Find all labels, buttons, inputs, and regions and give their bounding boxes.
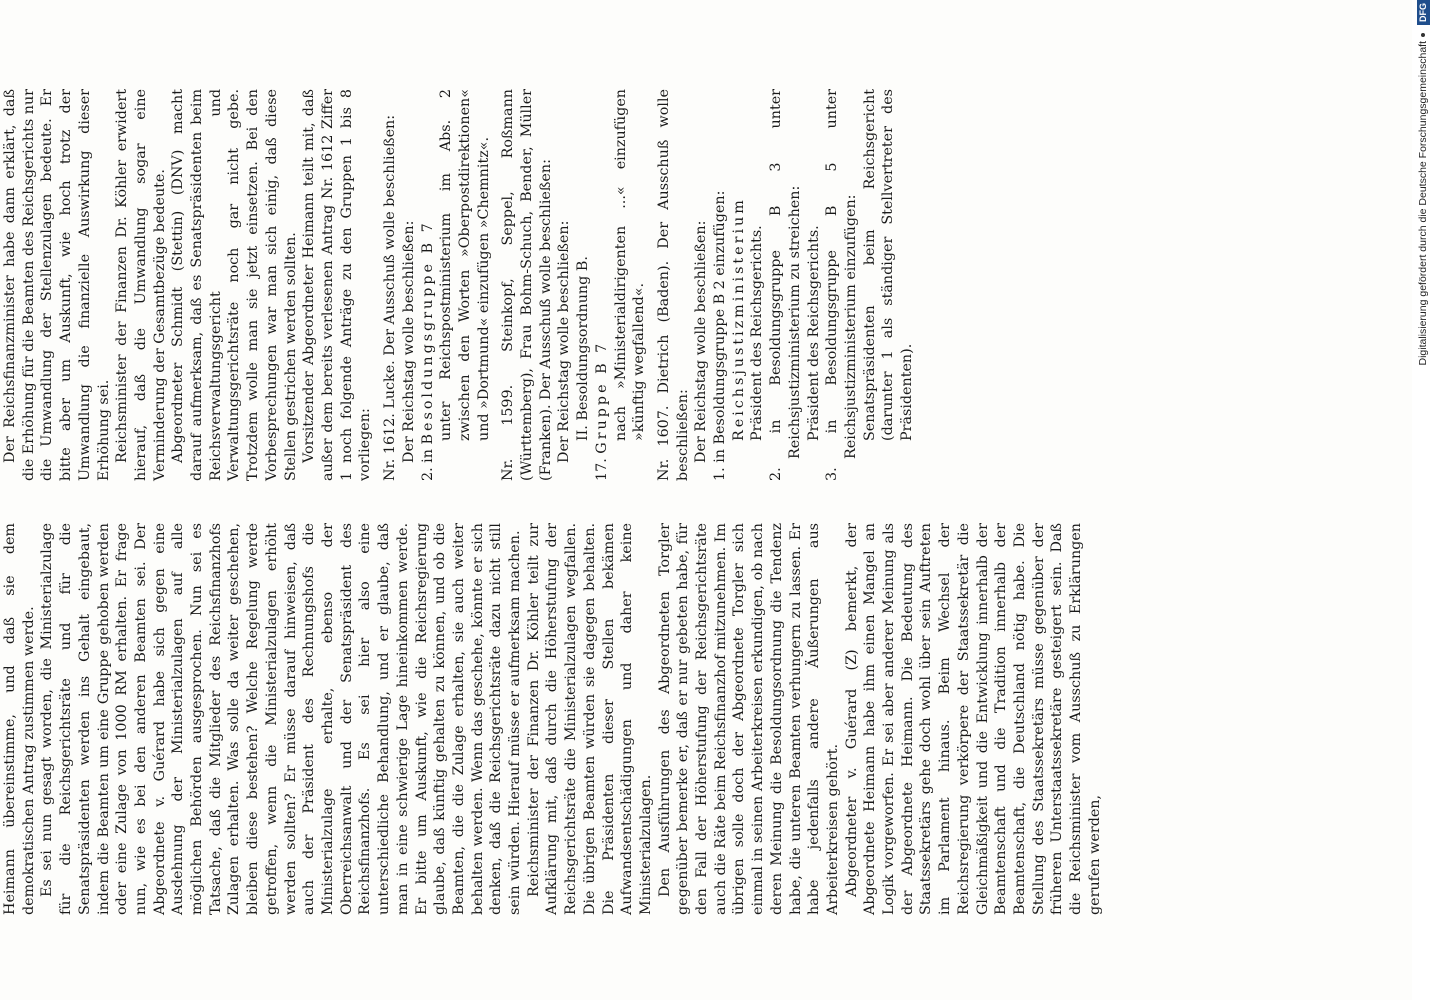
item-number: 2. in (419, 449, 436, 481)
paragraph: Vorsitzender Abgeordneter Heimann teilt mit, daß außer dem bereits verlesenen Antrag Nr. 1612 Ziffer 1 noch folgende Anträge zu den Gruppen 1 bis 8 vorliegen: (301, 89, 374, 481)
funding-text: Digitalisierung gefördert durch die Deutsche Forschungsgemeinschaft (1417, 41, 1429, 366)
motion-head: Nr. 1599. Steinkopf, Seppel, Roßmann (Württemberg), Frau Bohm-Schuch, Bender, Müller (Franken). Der Ausschuß wolle beschließen: (500, 89, 554, 481)
separator-dot (1421, 33, 1425, 37)
item-position: Senatspräsidenten beim Reichsgericht (darunter 1 als ständiger Stellvertreter des Präsidenten). (861, 89, 916, 441)
motion-1607 (655, 89, 917, 481)
digitization-notice (1412, 0, 1434, 1000)
motion-item (767, 89, 804, 481)
item-number: 1. (712, 467, 729, 481)
right-column (0, 89, 917, 481)
motion-1612 (381, 89, 493, 481)
item-number: 3. (824, 467, 841, 481)
document-page (0, 71, 1103, 931)
motion-item (711, 89, 730, 481)
dfg-logo: DFG (1417, 0, 1430, 25)
digitization-footer (1412, 0, 1434, 1000)
item-group: Besoldungsgruppe B 7 (419, 220, 436, 445)
paragraph: Es sei nun gesagt worden, die Ministerialzulage für die Reichsgerichtsräte und für die Senatspräsidenten werden ins Gehalt eingebaut, indem die Beamten um eine Gruppe gehoben werden oder eine Zulage von 1000 RM erhalten. Er frage nun, wie es bei den anderen Beamten sei. Der Abgeordnete v. Guérard habe sich gegen eine Ausdehnung der Ministerialzulagen auf alle möglichen Behörden ausgesprochen. Nun sei es Tatsache, daß die Mitglieder des Reichsfinanzhofs Zulagen erhalten. Was solle da weiter geschehen, bleiben diese bestehen? Welche Regelung werde getroffen, wenn die Ministerialzulagen erhöht werden sollten? Er müsse darauf hinweisen, daß auch der Präsident des Rechnungshofs die Ministerialzulage erhalte, ebenso der Oberreichsanwalt und der Senatspräsident des Reichsfinanzhofs. Es sei hier also eine unterschiedliche Behandlung, und er glaube, daß man in eine schwierige Lage hineinkommen werde. Er bitte um Auskunft, wie die Reichsregierung glaube, daß künftig gehalten zu können, und ob die Beamten, die die Zulage erhalten, sie auch weiter behalten werden. Wenn das geschehe, könnte er sich denken, daß die Reichsgerichtsräte dazu nicht still sein würden. Hierauf müsse er aufmerksam machen. (39, 523, 524, 915)
left-column (0, 523, 1105, 915)
motion-item-text: nach »Ministerialdirigenten ...« einzufügen »künftig wegfallend«. (612, 89, 648, 441)
item-number: 2. (768, 467, 785, 481)
motion-item-text: unter Reichspostministerium im Abs. 2 zwischen den Worten »Oberpostdirektionen« und »Dortmund« einzufügen »Chemnitz«. (438, 89, 492, 441)
item-text: in Besoldungsgruppe B 2 einzufügen: (712, 190, 729, 463)
item-text: in Besoldungsgruppe B 3 unter Reichsjustizministerium zu streichen: (768, 89, 803, 459)
item-number: 17. (593, 458, 610, 481)
motion-head: Nr. 1612. Lucke. Der Ausschuß wolle beschließen: (382, 114, 399, 481)
paragraph: Reichsminister der Finanzen Dr. Köhler teilt zur Aufklärung mit, daß durch die Höherstufung der Reichsgerichtsräte die Ministerialzulagen wegfallen. Die übrigen Beamten würden sie dagegen behalten. Die Präsidenten dieser Stellen bekämen Aufwandsentschädigungen und daher keine Ministerialzulagen. (525, 523, 654, 915)
paragraph: Reichsminister der Finanzen Dr. Köhler erwidert hierauf, daß die Umwandlung sogar eine Verminderung der Gesamtbezüge bedeute. (114, 89, 168, 481)
paragraph: Heimann übereinstimme, und daß sie dem demokratischen Antrag zustimmen werde. (2, 523, 37, 915)
paragraph: Abgeordneter Schmidt (Stettin) (DNV) macht darauf aufmerksam, daß es Senatspräsidenten beim Reichsverwaltungsgericht und Verwaltungsgerichtsräte noch gar nicht gebe. Trotzdem wolle man sie jetzt einsetzen. Bei den Vorbesprechungen war man sich einig, daß diese Stellen gestrichen werden sollten. (170, 89, 299, 481)
motion-intro: Der Reichstag wolle beschließen: (400, 220, 417, 463)
item-text: in Besoldungsgruppe B 5 unter Reichsjustizministerium einzufügen: (824, 89, 859, 459)
item-group: Gruppe B 7 (593, 340, 610, 454)
paragraph: Abgeordneter v. Guérard (Z) bemerkt, der Abgeordnete Heimann habe ihm einen Mangel an Logik vorgeworfen. Er sei aber anderer Meinung als der Abgeordnete Heimann. Die Bedeutung des Staatssekretärs gehe doch wohl über sein Auftreten im Parlament hinaus. Beim Wechsel der Reichsregierung verkörpere der Staatssekretär die Gleichmäßigkeit und die Entwicklung innerhalb der Beamtenschaft und die Tradition innerhalb der Beamtenschaft, die Deutschland nötig habe. Die Stellung des Staatssekretärs müsse gegenüber der früheren Unterstaatssekretäre gesteigert sein. Daß die Reichsminister vom Ausschuß zu Erklärungen gerufen werden, (843, 523, 1103, 915)
item-position: Präsident des Reichsgerichts. (749, 225, 766, 441)
motion-1599 (499, 89, 649, 481)
motion-intro: Der Reichstag wolle beschließen: (693, 220, 710, 463)
item-ministry: Reichsjustizministerium (730, 197, 747, 441)
motion-item (823, 89, 860, 481)
paragraph: Den Ausführungen des Abgeordneten Torgler gegenüber bemerke er, daß er nur gebeten habe, für den Fall der Höherstufung der Reichsgerichtsräte auch die Räte beim Reichsfinanzhof mitzunehmen. Im übrigen solle doch der Abgeordnete Torgler sich einmal in seinen Arbeiterkreisen erkundigen, ob nach deren Meinung die Besoldungsordnung die Tendenz habe, die unteren Beamten verhungern zu lassen. Er habe jedenfalls andere Äußerungen aus Arbeiterkreisen gehört. (656, 523, 841, 915)
motion-head: Nr. 1607. Dietrich (Baden). Der Ausschuß wolle beschließen: (655, 89, 691, 481)
item-position: Präsident des Reichsgerichts. (805, 225, 822, 441)
motion-item (419, 89, 438, 481)
paragraph: Der Reichsfinanzminister habe dann erklärt, daß die Erhöhung für die Beamten des Reichsgerichts nur die Umwandlung der Stellenzulagen bedeute. Er bitte aber um Auskunft, wie hoch trotz der Umwandlung die finanzielle Auswirkung dieser Erhöhung sei. (2, 89, 112, 481)
motion-section: II. Besoldungsordnung B. (575, 256, 592, 441)
motion-item (593, 89, 612, 481)
motion-intro: Der Reichstag wolle beschließen: (556, 220, 573, 463)
